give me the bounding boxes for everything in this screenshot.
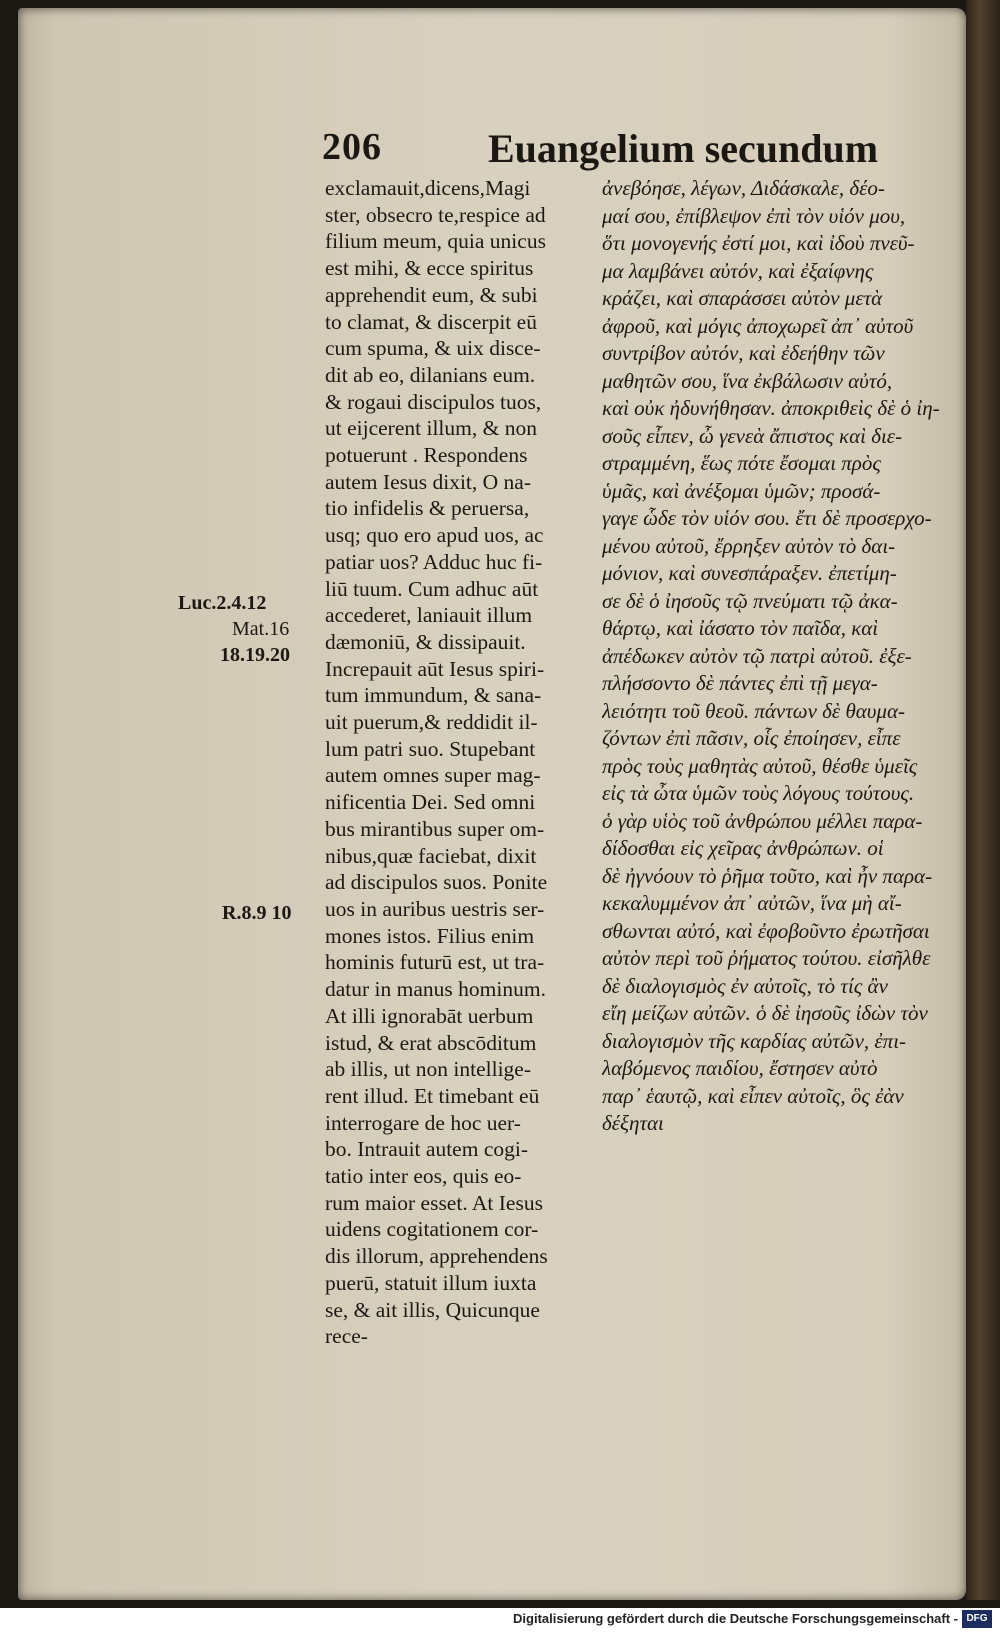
latin-text-line: Increpauit aūt Iesus spiri- bbox=[325, 656, 545, 681]
greek-text-line: θάρτῳ, καὶ ἰάσατο τὸν παῖδα, καὶ bbox=[602, 616, 879, 640]
latin-text-line: potuerunt . Respondens bbox=[325, 443, 528, 468]
greek-text-line: μαί σου, ἐπίβλεψον ἐπὶ τὸν υἱόν μου, bbox=[602, 203, 906, 228]
greek-text-line: πλήσσοντο δὲ πάντες ἐπὶ τῇ μεγα- bbox=[602, 671, 878, 695]
dfg-logo: DFG bbox=[962, 1610, 992, 1628]
latin-text-line: dis illorum, apprehendens bbox=[325, 1244, 548, 1269]
latin-text-line: lum patri suo. Stupebant bbox=[325, 736, 536, 761]
greek-text-line: συντρίβον αὐτόν, καὶ ἐδεήθην τῶν bbox=[602, 341, 885, 365]
latin-text-line: ad discipulos suos. Ponite bbox=[325, 870, 548, 895]
latin-text-line: uos in auribus uestris ser- bbox=[325, 896, 545, 921]
latin-text-line: apprehendit eum, & subi bbox=[325, 282, 538, 307]
greek-text-column bbox=[602, 175, 974, 1138]
greek-text-line: ζόντων ἐπὶ πᾶσιν, οἷς ἐποίησεν, εἶπε bbox=[602, 726, 901, 750]
latin-text-line: nibus,quæ faciebat, dixit bbox=[325, 843, 537, 868]
latin-text-line: bus mirantibus super om- bbox=[325, 816, 545, 841]
latin-text-line: dit ab eo, dilanians eum. bbox=[325, 362, 536, 387]
latin-text-line: exclamauit,dicens,Magi bbox=[325, 176, 531, 200]
latin-text-line: uit puerum,& reddidit il- bbox=[325, 710, 538, 735]
latin-text-line: filium meum, quia unicus bbox=[325, 229, 546, 254]
greek-text-line: ὅτι μονογενής ἐστί μοι, καὶ ἰδοὺ πνεῦ- bbox=[602, 231, 915, 255]
greek-text-line: σε δὲ ὁ ἰησοῦς τῷ πνεύματι τῷ ἀκα- bbox=[602, 588, 898, 613]
latin-text-line: bo. Intrauit autem cogi- bbox=[325, 1137, 528, 1162]
latin-text-line: accederet, laniauit illum bbox=[325, 603, 533, 628]
latin-text-line: istud, & erat abscōditum bbox=[325, 1030, 537, 1055]
greek-text-line: εἰς τὰ ὦτα ὑμῶν τοὺς λόγους τούτους. bbox=[602, 781, 915, 805]
margin-note-matthew: Mat.16 bbox=[232, 618, 290, 640]
greek-text-line: δὲ διαλογισμὸς ἐν αὐτοῖς, τὸ τίς ἂν bbox=[602, 973, 888, 998]
greek-text-line: πρὸς τοὺς μαθητὰς αὐτοῦ, θέσθε ὑμεῖς bbox=[602, 753, 918, 778]
greek-text-line: μένου αὐτοῦ, ἔρρηξεν αὐτὸν τὸ δαι- bbox=[602, 533, 896, 558]
latin-text-line: to clamat, & discerpit eū bbox=[325, 309, 537, 334]
latin-text-line: tum immundum, & sana- bbox=[325, 683, 542, 708]
greek-text-line: μόνιον, καὶ συνεσπάραξεν. ἐπετίμη- bbox=[602, 561, 897, 585]
greek-text-line: καὶ οὐκ ἠδυνήθησαν. ἀποκριθεὶς δὲ ὁ ἰη- bbox=[602, 396, 940, 420]
latin-text-line: & rogaui discipulos tuos, bbox=[325, 389, 542, 414]
greek-text-line: δέξηται bbox=[602, 1111, 664, 1135]
greek-text-line: κράζει, καὶ σπαράσσει αὐτὸν μετὰ bbox=[602, 286, 883, 310]
latin-text-line: uidens cogitationem cor- bbox=[325, 1217, 539, 1242]
latin-text-line: dæmoniū, & dissipauit. bbox=[325, 629, 526, 654]
page-number: 206 bbox=[322, 126, 382, 168]
latin-text-line: patiar uos? Adduc huc fi- bbox=[325, 549, 543, 574]
latin-text-line: rent illud. Et timebant eū bbox=[325, 1083, 540, 1108]
greek-text-line: αὐτὸν περὶ τοῦ ῥήματος τούτου. εἰσῆλθε bbox=[602, 946, 931, 970]
latin-text-line: se, & ait illis, Quicunque bbox=[325, 1297, 540, 1322]
running-title: Euangelium secundum bbox=[488, 126, 879, 171]
greek-text-line: εἴη μείζων αὐτῶν. ὁ δὲ ἰησοῦς ἰδὼν τὸν bbox=[602, 1001, 928, 1025]
greek-text-line: ὁ γὰρ υἱὸς τοῦ ἀνθρώπου μέλλει παρα- bbox=[602, 808, 923, 833]
latin-text-line: ster, obsecro te,respice ad bbox=[325, 202, 546, 227]
latin-text-line: autem omnes super mag- bbox=[325, 763, 541, 788]
latin-text-line: usq; quo ero apud uos, ac bbox=[325, 523, 544, 548]
latin-text-line: autem Iesus dixit, O na- bbox=[325, 469, 531, 494]
latin-text-line: hominis futurū est, ut tra- bbox=[325, 950, 545, 975]
greek-text-line: διαλογισμὸν τῆς καρδίας αὐτῶν, ἐπι- bbox=[602, 1028, 907, 1053]
greek-text-line: σοῦς εἶπεν, ὦ γενεὰ ἄπιστος καὶ διε- bbox=[602, 423, 903, 448]
greek-text-line: στραμμένη, ἕως πότε ἔσομαι πρὸς bbox=[602, 451, 881, 475]
latin-text-line: puerū, statuit illum iuxta bbox=[325, 1270, 537, 1295]
greek-text-line: δίδοσθαι εἰς χεῖρας ἀνθρώπων. οἱ bbox=[602, 836, 884, 860]
digitization-footer bbox=[0, 1608, 1000, 1632]
latin-text-line: ab illis, ut non intellige- bbox=[325, 1057, 532, 1082]
greek-text-line: ἀνεβόησε, λέγων, Διδάσκαλε, δέο- bbox=[602, 176, 885, 200]
latin-text-line: rum maior esset. At Iesus bbox=[325, 1190, 543, 1215]
greek-text-line: ἀπέδωκεν αὐτὸν τῷ πατρὶ αὐτοῦ. ἐξε- bbox=[602, 643, 912, 668]
latin-text-line: liū tuum. Cum adhuc aūt bbox=[325, 576, 539, 601]
latin-text-line: At illi ignorabāt uerbum bbox=[325, 1003, 534, 1028]
latin-text-line: nificentia Dei. Sed omni bbox=[325, 790, 536, 815]
margin-note-luke: Luc.2.4.12 bbox=[178, 592, 267, 614]
latin-text-line: cum spuma, & uix disce- bbox=[325, 336, 541, 361]
greek-text-line: λαβόμενος παιδίου, ἔστησεν αὐτὸ bbox=[602, 1056, 878, 1080]
latin-text-line: rece- bbox=[325, 1324, 368, 1349]
funding-credit: Digitalisierung gefördert durch die Deutsche Forschungsgemeinschaft - bbox=[513, 1611, 958, 1626]
margin-note-verses: 18.19.20 bbox=[220, 644, 290, 666]
latin-text-line: datur in manus hominum. bbox=[325, 977, 546, 1002]
greek-text-line: δὲ ἠγνόουν τὸ ῥῆμα τοῦτο, καὶ ἦν παρα- bbox=[602, 863, 933, 888]
greek-text-line: γαγε ὧδε τὸν υἱόν σου. ἔτι δὲ προσερχο- bbox=[602, 506, 932, 530]
latin-text-line: est mihi, & ecce spiritus bbox=[325, 256, 534, 281]
greek-text-line: μα λαμβάνει αὐτόν, καὶ ἐξαίφνης bbox=[602, 258, 874, 283]
greek-text-line: ὑμᾶς, καὶ ἀνέξομαι ὑμῶν; προσά- bbox=[602, 478, 881, 503]
latin-text-line: mones istos. Filius enim bbox=[325, 923, 535, 948]
greek-text-line: μαθητῶν σου, ἵνα ἐκβάλωσιν αὐτό, bbox=[602, 368, 893, 393]
greek-text-line: ἀφροῦ, καὶ μόγις ἀποχωρεῖ ἀπ᾽ αὐτοῦ bbox=[602, 313, 914, 338]
greek-text-line: κεκαλυμμένον ἀπ᾽ αὐτῶν, ἵνα μὴ αἴ- bbox=[602, 891, 902, 915]
latin-text-line: ut eijcerent illum, & non bbox=[325, 416, 537, 441]
latin-text-line: tatio inter eos, quis eo- bbox=[325, 1164, 522, 1189]
greek-text-line: λειότητι τοῦ θεοῦ. πάντων δὲ θαυμα- bbox=[602, 698, 905, 723]
latin-text-line: tio infidelis & peruersa, bbox=[325, 496, 530, 521]
greek-text-line: παρ᾽ ἑαυτῷ, καὶ εἶπεν αὐτοῖς, ὃς ἐὰν bbox=[602, 1083, 904, 1108]
greek-text-line: σθωνται αὐτό, καὶ ἐφοβοῦντο ἐρωτῆσαι bbox=[602, 918, 930, 943]
margin-note-romans: R.8.9 10 bbox=[222, 902, 292, 924]
latin-text-line: interrogare de hoc uer- bbox=[325, 1110, 521, 1135]
latin-text-column bbox=[325, 175, 587, 1350]
